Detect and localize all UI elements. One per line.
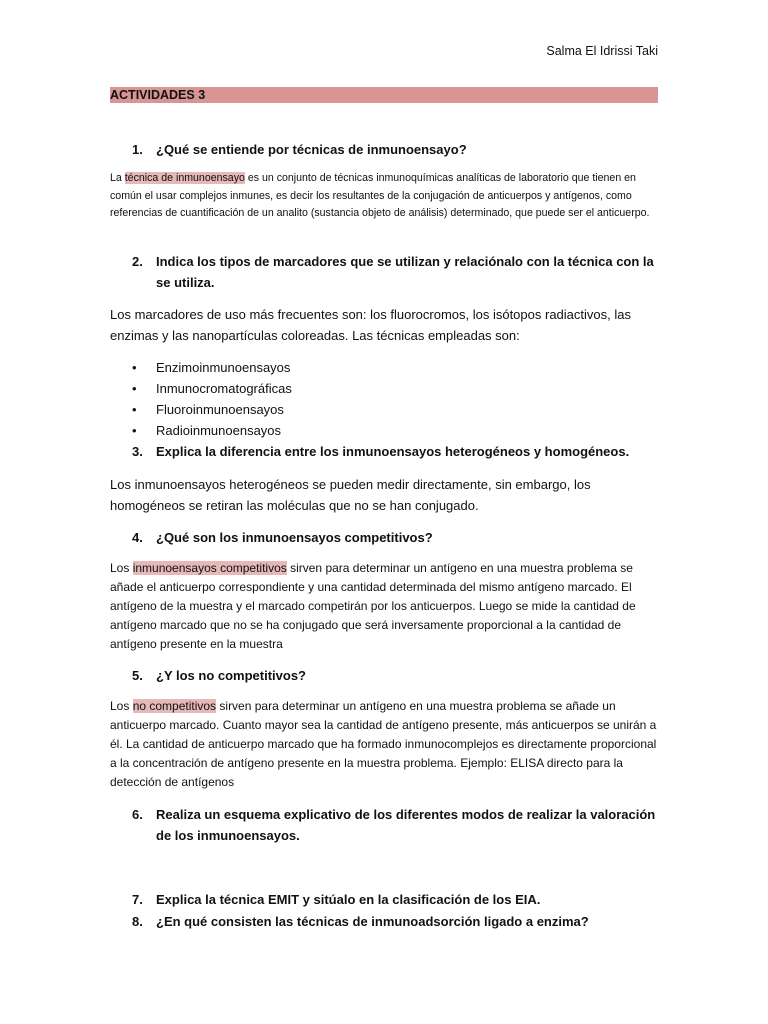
question-2-text: Indica los tipos de marcadores que se utilizan y relaciónalo con la técnica con la se utiliza. <box>156 254 654 290</box>
question-6-text: Realiza un esquema explicativo de los diferentes modos de realizar la valoración de los inmunoensayos. <box>156 807 656 843</box>
question-8-text: ¿En qué consisten las técnicas de inmunoadsorción ligado a enzima? <box>156 914 589 929</box>
question-1-text: ¿Qué se entiende por técnicas de inmunoensayo? <box>156 142 467 157</box>
question-4-text: ¿Qué son los inmunoensayos competitivos? <box>156 530 433 545</box>
question-3 <box>110 441 658 462</box>
question-8-number: 8. <box>132 914 143 929</box>
question-7-number: 7. <box>132 892 143 907</box>
answer-4 <box>110 559 658 654</box>
answer-4-post: sirven para determinar un antígeno en una muestra problema se añade el anticuerpo correspondiente y una cantidad determinada del mismo antígeno marcado. El antígeno de la muestra y el marcado competirán por los anticuerpos. Luego se mide la cantidad de antígeno marcado que no se ha conjugado que será inversamente proporcional a la cantidad de antígeno presente en la muestra <box>110 561 636 651</box>
technique-list <box>110 357 658 441</box>
question-8 <box>110 911 658 932</box>
answer-5-highlight: no competitivos <box>132 699 217 713</box>
list-item: • Radioinmunoensayos <box>110 420 658 441</box>
question-1-number: 1. <box>132 142 143 157</box>
question-3-number: 3. <box>132 444 143 459</box>
answer-5 <box>110 697 658 792</box>
bullet-icon: • <box>132 423 137 438</box>
answer-1 <box>110 170 658 223</box>
answer-4-highlight: inmunoensayos competitivos <box>132 561 287 575</box>
answer-1-highlight: técnica de inmunoensayo <box>124 172 245 184</box>
answer-5-post: sirven para determinar un antígeno en una muestra problema se añade un anticuerpo marcado. Cuanto mayor sea la cantidad de antígeno presente, más anticuerpos se unirán a él. La cantidad de anticuerpo marcado que ha formado inmunocomplejos es directamente proporcional a la concentración de antígeno presente en la muestra problema. Ejemplo: ELISA directo para la detección de antígenos <box>110 699 657 789</box>
question-2-number: 2. <box>132 254 143 269</box>
list-item: • Enzimoinmunoensayos <box>110 357 658 378</box>
answer-2: Los marcadores de uso más frecuentes son: los fluorocromos, los isótopos radiactivos, las enzimas y las nanopartículas coloreadas. Las técnicas empleadas son: <box>110 307 631 343</box>
question-1 <box>110 139 658 160</box>
list-item: • Inmunocromatográficas <box>110 378 658 399</box>
question-4-number: 4. <box>132 530 143 545</box>
bullet-icon: • <box>132 381 137 396</box>
question-3-text: Explica la diferencia entre los inmunoensayos heterogéneos y homogéneos. <box>156 444 630 459</box>
question-2 <box>110 251 658 293</box>
question-7 <box>110 889 658 910</box>
question-7-text: Explica la técnica EMIT y sitúalo en la clasificación de los EIA. <box>156 892 541 907</box>
answer-1-pre: La <box>110 172 125 184</box>
question-5 <box>110 665 658 686</box>
question-4 <box>110 527 658 548</box>
answer-1-post: es un conjunto de técnicas inmunoquímicas analíticas de laboratorio que tienen en común el usar complejos inmunes, es decir los resultantes de la conjugación de anticuerpos y antígenos, como referencias de cuantificación de un analito (sustancia objeto de análisis) determinado, que puede ser el anticuerpo. <box>110 172 650 219</box>
question-5-number: 5. <box>132 668 143 683</box>
list-item: • Fluoroinmunoensayos <box>110 399 658 420</box>
author-name: Salma El Idrissi Taki <box>546 44 658 58</box>
bullet-icon: • <box>132 360 137 375</box>
question-5-text: ¿Y los no competitivos? <box>156 668 307 683</box>
answer-5-pre: Los <box>110 699 133 713</box>
bullet-icon: • <box>132 402 137 417</box>
answer-3: Los inmunoensayos heterogéneos se pueden medir directamente, sin embargo, los homogéneos se retiran las moléculas que no se han conjugado. <box>110 477 591 513</box>
activity-title: ACTIVIDADES 3 <box>110 87 658 103</box>
question-6-number: 6. <box>132 807 143 822</box>
question-6 <box>110 804 658 846</box>
answer-4-pre: Los <box>110 561 133 575</box>
